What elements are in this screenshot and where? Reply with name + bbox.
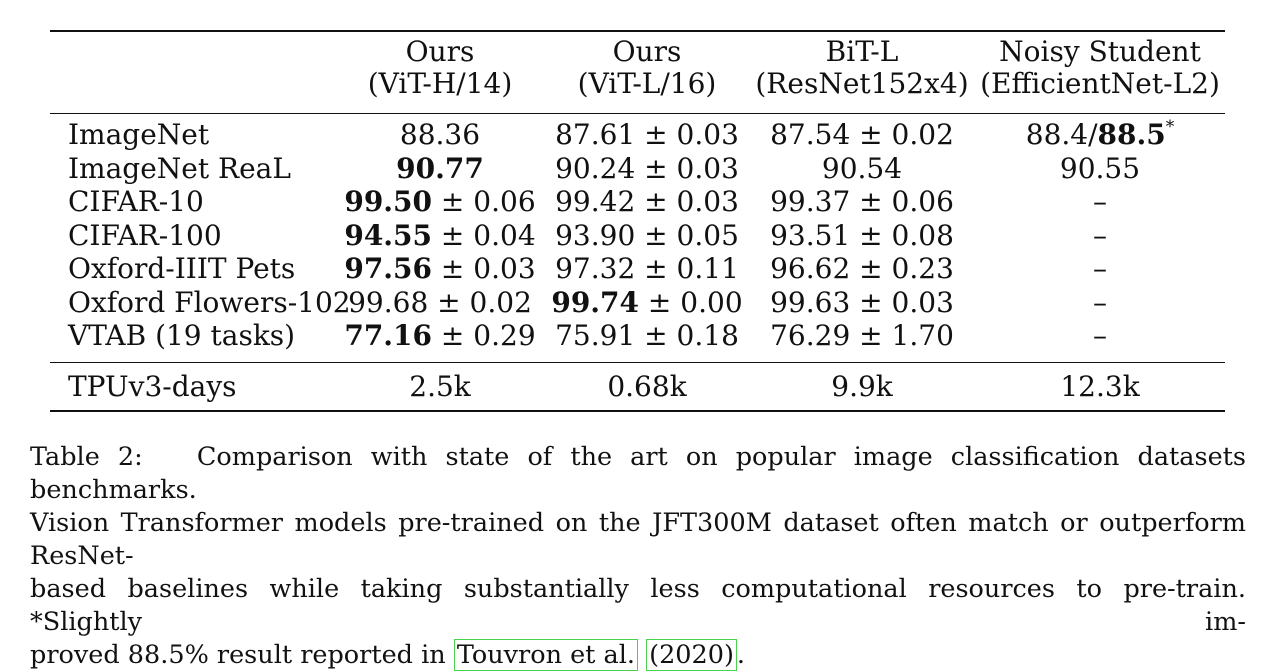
footer-value: 9.9k: [831, 370, 893, 403]
plus-minus-sign: ±: [850, 285, 892, 319]
cell-value: 75.91: [555, 319, 636, 352]
table-cell: [752, 319, 972, 353]
caption-line: Vision Transformer models pre-trained on the JFT300M dataset often match or outperform ResNet-: [30, 508, 1246, 571]
table-cell: [340, 152, 540, 186]
plus-minus-sign: ±: [850, 319, 892, 352]
column-header-vit-h: [340, 36, 540, 100]
table-cell: [547, 286, 747, 320]
table-cell: [547, 252, 747, 286]
table-caption: [30, 441, 1246, 672]
bottom-rule: [50, 410, 1225, 412]
table-cell: [340, 118, 540, 152]
citation-year-link[interactable]: (2020): [646, 639, 737, 671]
footer-value: 12.3k: [1060, 370, 1140, 403]
cell-best-value: 88.5: [1097, 118, 1166, 151]
caption-text: .: [736, 640, 746, 670]
table-cell: [547, 219, 747, 253]
cell-value: 88.36: [399, 118, 481, 151]
cell-value: 93.51: [770, 218, 851, 252]
top-rule: [50, 30, 1225, 32]
caption-line: based baselines while taking substantially less computational resources to pre-train. *Slightly im-: [30, 574, 1246, 637]
caption-line: Table 2: Comparison with state of the art on popular image classification datasets benchmarks.: [30, 442, 1246, 505]
row-label: ImageNet ReaL: [68, 151, 291, 185]
cell-std: 0.06: [891, 185, 954, 218]
table-cell: [752, 185, 972, 219]
column-header-name: Noisy Student: [999, 35, 1201, 68]
plus-minus-sign: ±: [850, 252, 892, 285]
plus-minus-sign: ±: [635, 319, 677, 352]
cell-std: 0.00: [680, 285, 743, 319]
cell-value: 77.16: [344, 319, 433, 352]
cell-std: 0.04: [473, 218, 536, 252]
cell-value: 99.63: [770, 285, 851, 319]
cell-value: 99.50: [344, 185, 433, 218]
table-cell: [340, 219, 540, 253]
cell-std: 0.02: [469, 285, 532, 319]
table-cell: [340, 185, 540, 219]
cell-value: –: [1093, 319, 1107, 352]
cell-value: 97.56: [344, 252, 433, 285]
plus-minus-sign: ±: [432, 185, 474, 218]
row-label: CIFAR-100: [68, 218, 222, 252]
cell-value: 87.61: [555, 118, 636, 151]
footer-value: 2.5k: [409, 370, 471, 403]
cell-value: 88.4/: [1025, 118, 1098, 151]
cell-value: 99.68: [348, 285, 429, 319]
cell-std: 1.70: [891, 319, 954, 352]
table-cell: [547, 118, 747, 152]
table-cell: [547, 152, 747, 186]
table-cell: [547, 319, 747, 353]
row-label: VTAB (19 tasks): [68, 319, 296, 352]
cell-value: 90.54: [821, 151, 903, 185]
table-cell: [547, 185, 747, 219]
plus-minus-sign: ±: [635, 118, 677, 151]
caption-text: proved 88.5% result reported in: [30, 640, 454, 670]
row-label: CIFAR-10: [68, 185, 204, 218]
row-label: Oxford Flowers-102: [68, 285, 351, 319]
cell-value: 97.32: [555, 252, 636, 285]
plus-minus-sign: ±: [432, 218, 474, 252]
cell-std: 0.03: [676, 185, 739, 218]
cell-value: 96.62: [770, 252, 851, 285]
footer-label: TPUv3-days: [68, 370, 237, 403]
cell-std: 0.18: [676, 319, 739, 352]
row-label: ImageNet: [68, 118, 210, 151]
cell-value: –: [1093, 218, 1107, 252]
cell-std: 0.06: [473, 185, 536, 218]
cell-value: 90.55: [1059, 151, 1141, 185]
column-header-name: Ours: [612, 35, 682, 68]
cell-value: 76.29: [770, 319, 851, 352]
column-header-name: BiT-L: [825, 35, 899, 68]
column-header-sub: (ViT-H/14): [367, 67, 513, 100]
plus-minus-sign: ±: [432, 252, 474, 285]
table-cell: [752, 118, 972, 152]
column-header-sub: (ResNet152x4): [755, 67, 969, 100]
table-cell: [752, 152, 972, 186]
header-rule: [50, 113, 1225, 114]
cell-std: 0.03: [891, 285, 954, 319]
table-cell: [752, 219, 972, 253]
table-cell: [975, 319, 1225, 353]
plus-minus-sign: ±: [850, 118, 892, 151]
column-header-sub: (EfficientNet-L2): [980, 67, 1220, 100]
table-cell: [975, 152, 1225, 186]
plus-minus-sign: ±: [635, 151, 677, 185]
plus-minus-sign: ±: [639, 285, 681, 319]
citation-link[interactable]: Touvron et al.: [454, 639, 638, 671]
table-cell: [340, 286, 540, 320]
cell-value: 90.77: [396, 151, 484, 185]
column-header-bit-l: [752, 36, 972, 100]
cell-value: 99.37: [770, 185, 851, 218]
cell-std: 0.02: [891, 118, 954, 151]
plus-minus-sign: ±: [635, 252, 677, 285]
plus-minus-sign: ±: [850, 185, 892, 218]
plus-minus-sign: ±: [635, 185, 677, 218]
cell-value: 99.42: [555, 185, 636, 218]
column-header-vit-l: [547, 36, 747, 100]
column-header-name: Ours: [405, 35, 475, 68]
plus-minus-sign: ±: [432, 319, 474, 352]
plus-minus-sign: ±: [428, 285, 470, 319]
cell-footnote-mark: *: [1165, 117, 1175, 137]
table-cell: [975, 286, 1225, 320]
table-cell: [975, 118, 1225, 152]
footer-value: 0.68k: [607, 370, 687, 403]
row-label: Oxford-IIIT Pets: [68, 252, 296, 285]
footer-rule: [50, 362, 1225, 363]
cell-std: 0.29: [473, 319, 536, 352]
caption-line: [30, 639, 1246, 672]
table-cell: [975, 219, 1225, 253]
cell-value: –: [1093, 185, 1107, 218]
cell-value: 87.54: [770, 118, 851, 151]
cell-value: –: [1093, 285, 1107, 319]
table-cell: [975, 252, 1225, 286]
cell-value: 90.24: [555, 151, 636, 185]
cell-std: 0.05: [676, 218, 739, 252]
table-cell: [340, 319, 540, 353]
cell-std: 0.03: [473, 252, 536, 285]
cell-value: –: [1093, 252, 1107, 285]
cell-std: 0.08: [891, 218, 954, 252]
cell-std: 0.03: [676, 151, 739, 185]
cell-value: 94.55: [344, 218, 433, 252]
table-cell: [752, 286, 972, 320]
cell-std: 0.11: [676, 252, 739, 285]
table-cell: [975, 185, 1225, 219]
table-cell: [340, 252, 540, 286]
column-header-noisy-student: [975, 36, 1225, 100]
table-cell: [752, 252, 972, 286]
plus-minus-sign: ±: [850, 218, 892, 252]
column-header-sub: (ViT-L/16): [577, 67, 717, 100]
plus-minus-sign: ±: [635, 218, 677, 252]
cell-value: 99.74: [551, 285, 640, 319]
cell-std: 0.03: [676, 118, 739, 151]
cell-value: 93.90: [555, 218, 636, 252]
cell-std: 0.23: [891, 252, 954, 285]
